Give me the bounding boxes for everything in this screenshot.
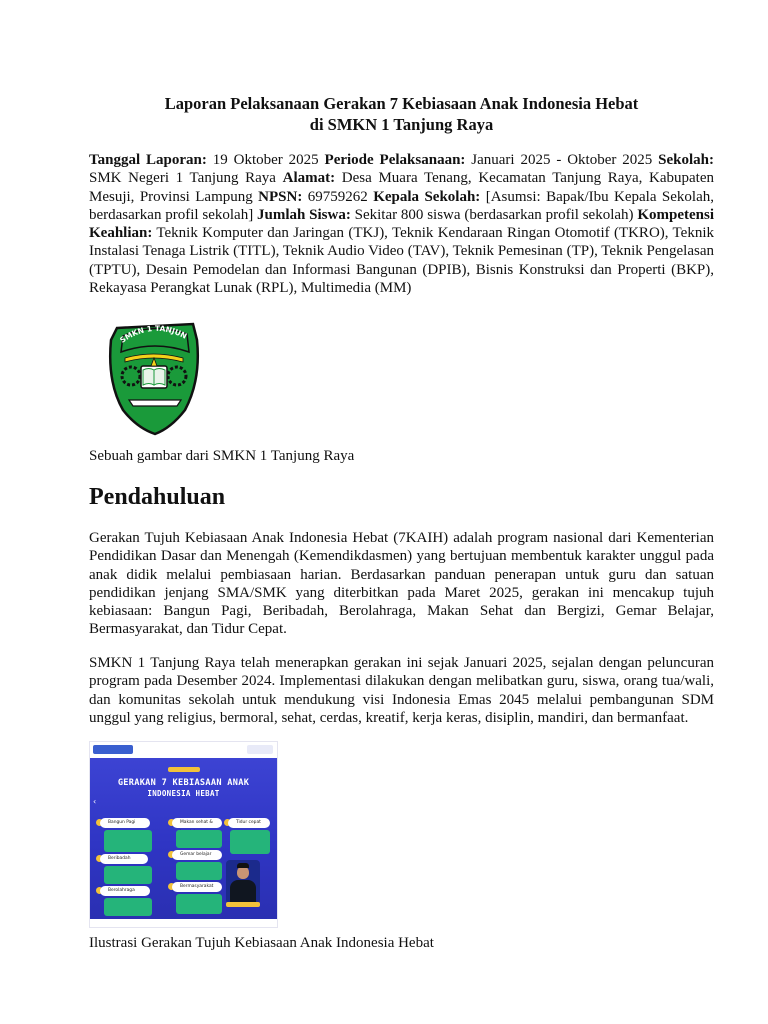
document-title [89, 93, 714, 135]
periode-value: Januari 2025 - Oktober 2025 [465, 152, 659, 168]
poster-footer-strip [90, 919, 277, 927]
npsn-label: NPSN: [258, 188, 303, 205]
school-logo [89, 310, 217, 440]
poster-box [104, 830, 152, 852]
poster-header-strip [90, 742, 277, 758]
poster-box [104, 866, 152, 884]
paragraph-implementation: SMKN 1 Tanjung Raya telah menerapkan gerakan ini sejak Januari 2025, sejalan dengan peluncuran program pada Desember 2024. Implementasi dilakukan dengan melibatkan guru, siswa, orang tua/wali, dan komunitas sekolah untuk mendukung visi Indonesia Emas 2045 melalui pembangunan SDM unggul yang religius, bermoral, sehat, cerdas, kreatif, kerja keras, disiplin, mandiri, dan bermanfaat. [89, 655, 714, 726]
poster-item-5: Gemar belajar [172, 850, 222, 860]
poster-item-1: Bangun Pagi [100, 818, 150, 828]
poster-title-line-2: INDONESIA HEBAT [147, 788, 220, 798]
school-logo-emblem-icon [89, 310, 217, 440]
poster-tag-bar [168, 767, 200, 772]
poster-title [102, 778, 265, 799]
poster-person-nameplate [226, 902, 260, 907]
alamat-label: Alamat: [282, 170, 336, 187]
logo-text: SMKN 1 TANJUN [118, 323, 189, 345]
poster-arrow-icon: ‹ [93, 797, 97, 806]
poster-box [176, 894, 222, 914]
poster-item-6: Bermasyarakat [172, 882, 222, 892]
alamat-value: Desa Muara Tenang, Kecamatan Tanjung Raya, Kabupaten Mesuji, Provinsi Lampung [89, 170, 715, 205]
poster-person-cap [237, 863, 249, 868]
figure-caption-logo: Sebuah gambar dari SMKN 1 Tanjung Raya [89, 448, 355, 464]
figure-caption-poster: Ilustrasi Gerakan Tujuh Kebiasaan Anak Indonesia Hebat [89, 935, 434, 951]
title-line-2: di SMKN 1 Tanjung Raya [309, 115, 494, 134]
poster-box [104, 898, 152, 916]
poster-logo-left-icon [93, 745, 133, 754]
poster-item-7: Tidur cepat [228, 818, 270, 828]
title-line-1: Laporan Pelaksanaan Gerakan 7 Kebiasaan Anak Indonesia Hebat [164, 94, 639, 113]
poster-person-suit [230, 880, 256, 902]
siswa-label: Jumlah Siswa: [257, 206, 351, 223]
poster-image [89, 741, 278, 928]
sekolah-label: Sekolah: [658, 152, 714, 168]
tanggal-value: 19 Oktober 2025 [206, 152, 325, 168]
sekolah-value: SMK Negeri 1 Tanjung Raya [89, 170, 283, 187]
kompetensi-value: Teknik Komputer dan Jaringan (TKJ), Teknik Kendaraan Ringan Otomotif (TKRO), Teknik Instalasi Tenaga Listrik (TITL), Teknik Audio Video (TAV), Teknik Pemesinan (TP), Teknik Pengelasan (TPTU), Desain Pemodelan dan Informasi Bangunan (DPIB), Bisnis Konstruksi dan Properti (BKP), Rekayasa Perangkat Lunak (RPL), Multimedia (MM) [89, 225, 714, 297]
poster-item-2: Beribadah [100, 854, 148, 864]
section-heading: Pendahuluan [89, 484, 226, 510]
poster-item-3: Berolahraga [100, 886, 150, 896]
poster-item-4: Makan sehat & [172, 818, 222, 828]
tanggal-label: Tanggal Laporan: [89, 152, 207, 168]
report-metadata [89, 151, 714, 297]
npsn-value: 69759262 [302, 188, 374, 205]
poster-title-line-1: GERAKAN 7 KEBIASAAN ANAK [117, 778, 250, 788]
siswa-value: Sekitar 800 siswa (berdasarkan profil sekolah) [350, 206, 638, 223]
poster-box [230, 830, 270, 854]
poster-logo-right-icon [247, 745, 273, 754]
periode-label: Periode Pelaksanaan: [324, 152, 466, 168]
kompetensi-label: Kompetensi Keahlian: [89, 206, 714, 242]
paragraph-intro: Gerakan Tujuh Kebiasaan Anak Indonesia Hebat (7KAIH) adalah program nasional dari Kementerian Pendidikan Dasar dan Menengah (Kemendikdasmen) yang bertujuan membentuk karakter unggul pada anak didik melalui pembiasaan harian. Berdasarkan panduan penerapan untuk guru dan satuan pendidikan jenjang SMA/SMK yang diterbitkan pada Maret 2025, gerakan ini mencakup tujuh kebiasaan: Bangun Pagi, Beribadah, Berolahraga, Makan Sehat dan Bergizi, Gemar Belajar, Bermasyarakat, dan Tidur Cepat. [89, 530, 714, 638]
kepsek-value: [Asumsi: Bapak/Ibu Kepala Sekolah, berdasarkan profil sekolah] [89, 188, 715, 223]
kepsek-label: Kepala Sekolah: [373, 188, 481, 205]
poster-box [176, 862, 222, 880]
poster-box [176, 830, 222, 848]
